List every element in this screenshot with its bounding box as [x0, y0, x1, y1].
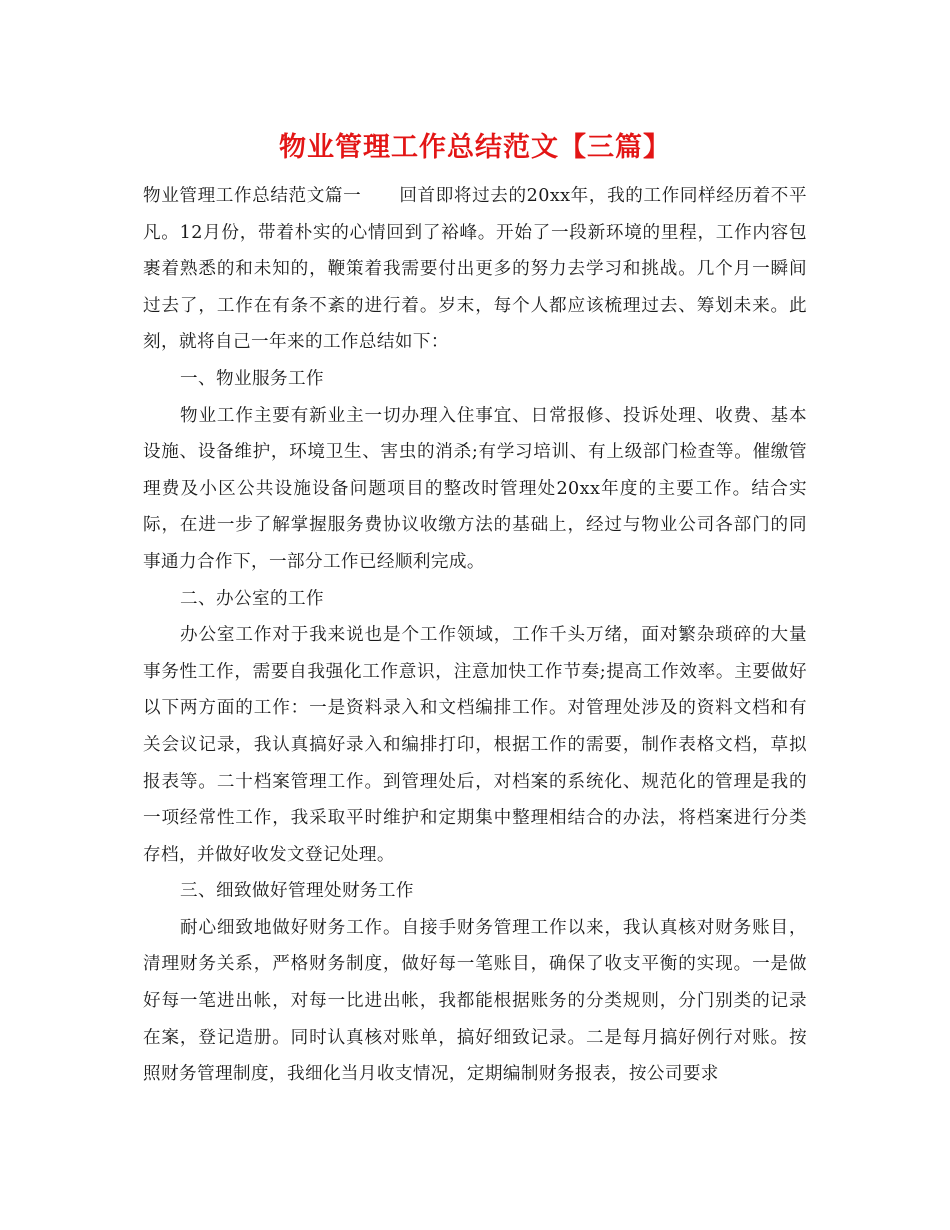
document-title: 物业管理工作总结范文【三篇】	[279, 132, 671, 163]
section-body-1: 物业工作主要有新业主一切办理入住事宜、日常报修、投诉处理、收费、基本设施、设备维护，环境卫生、害虫的消杀;有学习培训、有上级部门检查等。催缴管理费及小区公共设施设备问题项目的整改时管理处20xx年度的主要工作。结合实际，在进一步了解掌握服务费协议收缴方法的基础上，经过与物业公司各部门的同事通力合作下，一部分工作已经顺利完成。	[143, 405, 807, 572]
document-body	[143, 178, 807, 1093]
section-heading-1: 一、物业服务工作	[180, 368, 324, 389]
intro-paragraph	[143, 178, 807, 361]
intro-text: 回首即将过去的20xx年，我的工作同样经历着不平凡。12月份，带着朴实的心情回到了裕峰。开始了一段新环境的里程，工作内容包裹着熟悉的和未知的，鞭策着我需要付出更多的努力去学习和挑战。几个月一瞬间过去了，工作在有条不紊的进行着。岁末，每个人都应该梳理过去、筹划未来。此刻，就将自己一年来的工作总结如下：	[143, 186, 807, 353]
intro-heading: 物业管理工作总结范文篇一	[143, 186, 362, 206]
section-heading-2: 二、办公室的工作	[180, 588, 324, 609]
section-body-3: 耐心细致地做好财务工作。自接手财务管理工作以来，我认真核对财务账目，清理财务关系，严格财务制度，做好每一笔账目，确保了收支平衡的实现。一是做好每一笔进出帐，对每一比进出帐，我都能根据账务的分类规则，分门别类的记录在案，登记造册。同时认真核对账单，搞好细致记录。二是每月搞好例行对账。按照财务管理制度，我细化当月收支情况，定期编制财务报表，按公司要求	[143, 917, 807, 1085]
section-body-2: 办公室工作对于我来说也是个工作领域，工作千头万绪，面对繁杂琐碎的大量事务性工作，需要自我强化工作意识，注意加快工作节奏;提高工作效率。主要做好以下两方面的工作：一是资料录入和文档编排工作。对管理处涉及的资料文档和有关会议记录，我认真搞好录入和编排打印，根据工作的需要，制作表格文档，草拟报表等。二十档案管理工作。到管理处后，对档案的系统化、规范化的管理是我的一项经常性工作，我采取平时维护和定期集中整理相结合的办法，将档案进行分类存档，并做好收发文登记处理。	[143, 625, 807, 865]
section-heading-3: 三、细致做好管理处财务工作	[180, 881, 414, 902]
